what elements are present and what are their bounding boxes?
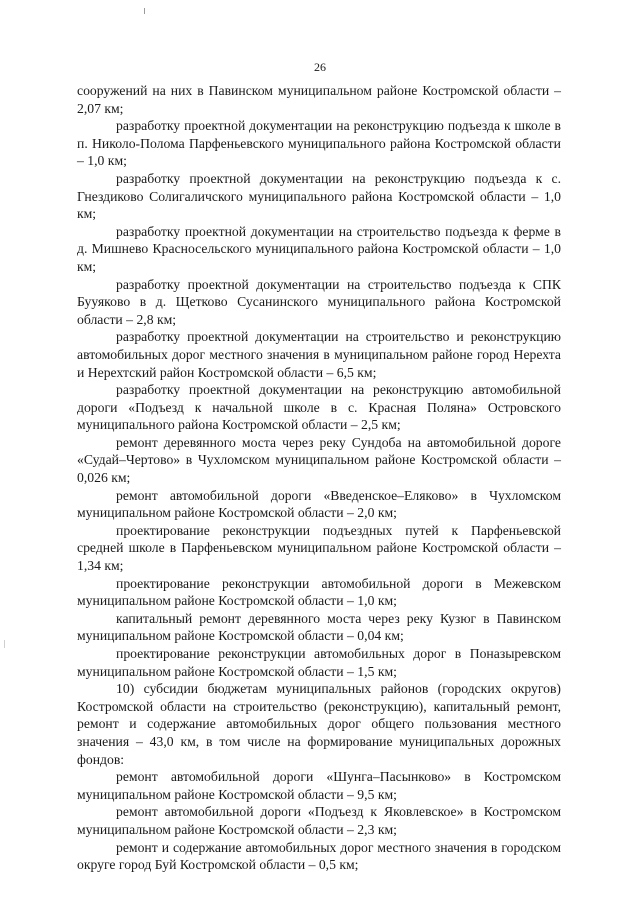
paragraph: проектирование реконструкции подъездных путей к Парфеньевской средней школе в Парфеньевском муниципальном районе Костромской области – 1,34 км; bbox=[77, 522, 561, 574]
paragraph: разработку проектной документации на строительство подъезда к ферме в д. Мишнево Красносельского муниципального района Костромской области – 1,0 км; bbox=[77, 223, 561, 274]
paragraph: разработку проектной документации на реконструкцию автомобильной дороги «Подъезд к начальной школе в с. Красная Поляна» Островского муниципального района Костромской области – 2,5 км; bbox=[77, 382, 561, 433]
scan-mark bbox=[144, 8, 145, 14]
paragraph: 10) субсидии бюджетам муниципальных районов (городских округов) Костромской области на строительство (реконструкцию), капитальный ремонт, ремонт и содержание автомобильных дорог общего пользования местного значения – 43,0 км, в том числе на формирование муниципальных дорожных фондов: bbox=[77, 681, 561, 767]
paragraph: сооружений на них в Павинском муниципальном районе Костромской области – 2,07 км; bbox=[77, 83, 561, 116]
scan-mark bbox=[4, 640, 5, 648]
paragraph: капитальный ремонт деревянного моста через реку Кузюг в Павинском муниципальном районе Костромской области – 0,04 км; bbox=[77, 610, 561, 644]
paragraph: ремонт и содержание автомобильных дорог местного значения в городском округе город Буй Костромской области – 0,5 км; bbox=[77, 839, 561, 873]
paragraph: разработку проектной документации на строительство подъезда к СПК Бууяково в д. Щетково Сусанинского муниципального района Костромской области – 2,8 км; bbox=[77, 276, 561, 327]
document-body bbox=[77, 82, 561, 874]
paragraph: разработку проектной документации на строительство и реконструкцию автомобильных дорог местного значения в муниципальном районе город Нерехта и Нерехтский район Костромской области – 6,5 км; bbox=[77, 329, 561, 380]
paragraph: ремонт автомобильной дороги «Шунга–Пасынково» в Костромском муниципальном районе Костромской области – 9,5 км; bbox=[77, 769, 561, 802]
paragraph: проектирование реконструкции автомобильной дороги в Межевском муниципальном районе Костромской области – 1,0 км; bbox=[77, 575, 561, 609]
paragraph: разработку проектной документации на реконструкцию подъезда к школе в п. Николо-Полома Парфеньевского муниципального района Костромской области – 1,0 км; bbox=[77, 118, 561, 169]
paragraph: проектирование реконструкции автомобильных дорог в Поназыревском муниципальном районе Костромской области – 1,5 км; bbox=[77, 646, 561, 679]
paragraph: ремонт автомобильной дороги «Подъезд к Яковлевское» в Костромском муниципальном районе Костромской области – 2,3 км; bbox=[77, 804, 561, 837]
paragraph: ремонт автомобильной дороги «Введенское–Еляково» в Чухломском муниципальном районе Костромской области – 2,0 км; bbox=[77, 487, 561, 521]
page-number: 26 bbox=[314, 60, 326, 74]
paragraph: разработку проектной документации на реконструкцию подъезда к с. Гнездиково Солигаличского муниципального района Костромской области – 1,0 км; bbox=[77, 170, 561, 222]
paragraph: ремонт деревянного моста через реку Сундоба на автомобильной дороге «Судай–Чертово» в Чухломском муниципальном районе Костромской области – 0,026 км; bbox=[77, 434, 561, 486]
